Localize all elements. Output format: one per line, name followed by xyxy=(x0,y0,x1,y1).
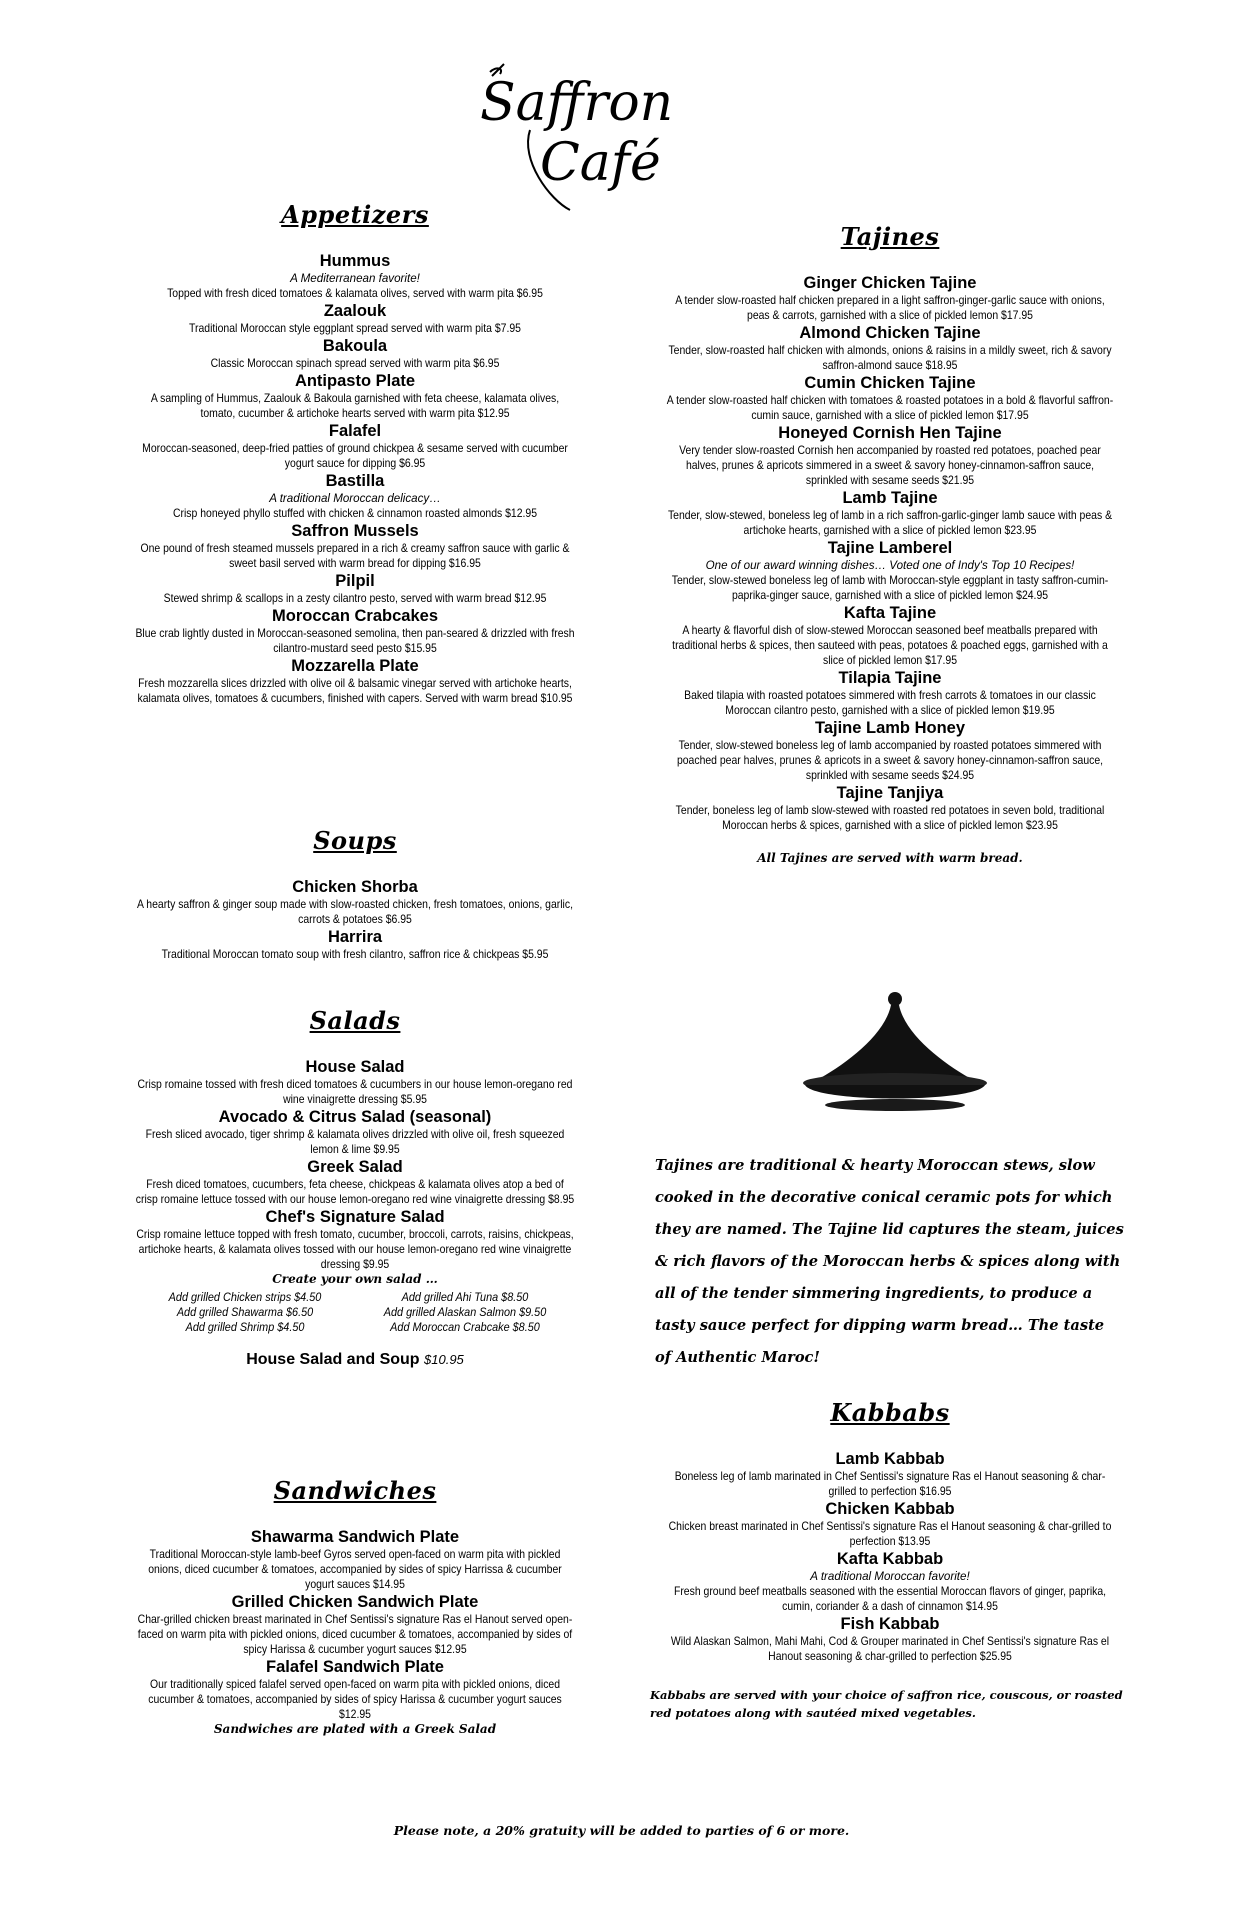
sandwiches-heading: Sandwiches xyxy=(273,1476,437,1505)
logo-line2: Café xyxy=(540,133,661,193)
menu-item: Bakoula Classic Moroccan spinach spread served with warm pita $6.95 xyxy=(210,337,500,370)
menu-item: Chicken Shorba A hearty saffron & ginger soup made with slow-roasted chicken, fresh tomatoes, onions, garlic, carrots & potatoes $6.95 xyxy=(137,878,573,926)
menu-item: Hummus A Mediterranean favorite! Topped with fresh diced tomatoes & kalamata olives, served with warm pita $6.95 xyxy=(167,252,543,300)
tajines-note: All Tajines are served with warm bread. xyxy=(757,851,1023,865)
tajines-heading: Tajines xyxy=(840,222,940,251)
soups-heading: Soups xyxy=(313,826,397,855)
addon-item: Add grilled Shrimp $4.50 xyxy=(185,1320,305,1334)
kabbabs-section xyxy=(640,1398,1140,1722)
combo-label: House Salad and Soup xyxy=(246,1351,420,1368)
menu-item: Chef's Signature Salad Crisp romaine lettuce topped with fresh tomato, cucumber, broccoli, carrots, raisins, chickpeas, artichoke hearts, & kalamata olives tossed with our house lemon-oregano red wine vinaigrette dressing $9.95 xyxy=(136,1208,574,1271)
addon-item: Add Moroccan Crabcake $8.50 xyxy=(390,1320,540,1334)
menu-item: Saffron Mussels One pound of fresh steamed mussels prepared in a rich & creamy saffron sauce with garlic & sweet basil served with warm bread for dipping $16.95 xyxy=(140,522,570,570)
menu-item: Shawarma Sandwich Plate Traditional Moroccan-style lamb-beef Gyros served open-faced on warm pita with pickled onions, diced cucumber & tomatoes, accompanied by sides of spicy Harrissa & cucumber yogurt sauces $14.95 xyxy=(148,1528,562,1591)
kabbabs-note: Kabbabs are served with your choice of saffron rice, couscous, or roasted red potatoes along with sautéed mixed vegetables. xyxy=(650,1688,1123,1720)
gratuity-footer: Please note, a 20% gratuity will be added to parties of 6 or more. xyxy=(393,1822,850,1838)
addon-item: Add grilled Chicken strips $4.50 xyxy=(168,1290,322,1304)
menu-item: Fish Kabbab Wild Alaskan Salmon, Mahi Mahi, Cod & Grouper marinated in Chef Sentissi's signature Ras el Hanout seasoning & char-grilled to perfection $25.95 xyxy=(670,1615,1110,1663)
tajine-info-paragraph: Tajines are traditional & hearty Moroccan stews, slow cooked in the decorative conical ceramic pots for which they are named. The Tajine lid captures the steam, juices & rich flavors of the Moroccan herbs & spices along with all of the tender simmering ingredients, to produce a tasty sauce perfect for dipping warm bread… The taste of Authentic Maroc! xyxy=(655,1156,1124,1366)
menu-item: Tajine Tanjiya Tender, boneless leg of lamb slow-stewed with roasted red potatoes in seven bold, traditional Moroccan herbs & spices, garnished with a slice of pickled lemon $23.95 xyxy=(675,784,1105,832)
menu-item: Honeyed Cornish Hen Tajine Very tender slow-roasted Cornish hen accompanied by roasted red potatoes, poached pear halves, prunes & apricots simmered in a sweet & savory honey-cinnamon-saffron sauce, sprinkled with sesame seeds $21.95 xyxy=(679,424,1101,487)
menu-item: Kafta Kabbab A traditional Moroccan favorite! Fresh ground beef meatballs seasoned with the essential Moroccan flavors of ginger, paprika, cumin, coriander & a dash of cinnamon $14.95 xyxy=(673,1550,1107,1613)
soups-section xyxy=(110,826,600,962)
appetizers-section xyxy=(110,200,600,706)
menu-item: House Salad Crisp romaine tossed with fresh diced tomatoes & cucumbers in our house lemon-oregano red wine vinaigrette dressing $5.95 xyxy=(137,1058,573,1106)
sandwiches-note: Sandwiches are plated with a Greek Salad xyxy=(213,1722,497,1736)
menu-item: Zaalouk Traditional Moroccan style eggplant spread served with warm pita $7.95 xyxy=(189,302,521,335)
menu-item: Lamb Kabbab Boneless leg of lamb marinated in Chef Sentissi's signature Ras el Hanout seasoning & char-grilled to perfection $16.95 xyxy=(674,1450,1106,1498)
menu-item: Moroccan Crabcakes Blue crab lightly dusted in Moroccan-seasoned semolina, then pan-seared & drizzled with fresh cilantro-mustard seed pesto $15.95 xyxy=(135,607,575,655)
appetizers-heading: Appetizers xyxy=(281,200,429,229)
sandwiches-section xyxy=(110,1476,600,1736)
tajines-section xyxy=(640,222,1140,865)
salad-addons xyxy=(135,1290,575,1335)
menu-item: Cumin Chicken Tajine A tender slow-roasted half chicken with tomatoes & roasted potatoes in a bold & flavorful saffron-cumin sauce, garnished with a slice of pickled lemon $17.95 xyxy=(666,374,1114,422)
salad-soup-combo xyxy=(110,1351,600,1369)
menu-item: Tajine Lamb Honey Tender, slow-stewed boneless leg of lamb accompanied by roasted potatoes simmered with poached pear halves, prunes & apricots in a sweet & savory honey-cinnamon-saffron sauce, sprinkled with sesame seeds $24.95 xyxy=(676,719,1104,782)
menu-item: Lamb Tajine Tender, slow-stewed, boneless leg of lamb in a rich saffron-garlic-ginger lamb sauce with peas & artichoke hearts, garnished with a slice of pickled lemon $23.95 xyxy=(667,489,1113,537)
menu-item: Greek Salad Fresh diced tomatoes, cucumbers, feta cheese, chickpeas & kalamata olives atop a bed of crisp romaine lettuce tossed with our house lemon-oregano red wine vinaigrette dressing $8.95 xyxy=(135,1158,575,1206)
menu-item: Antipasto Plate A sampling of Hummus, Zaalouk & Bakoula garnished with feta cheese, kalamata olives, tomato, cucumber & artichoke hearts served with warm pita $12.95 xyxy=(150,372,560,420)
salads-section xyxy=(110,1006,600,1369)
menu-item: Falafel Sandwich Plate Our traditionally spiced falafel served open-faced on warm pita with pickled onions, diced cucumber & tomatoes, accompanied by sides of spicy Harissa & cucumber yogurt sauces $12.95 xyxy=(148,1658,562,1721)
menu-item: Bastilla A traditional Moroccan delicacy… Crisp honeyed phyllo stuffed with chicken & cinnamon roasted almonds $12.95 xyxy=(172,472,538,520)
menu-item: Avocado & Citrus Salad (seasonal) Fresh sliced avocado, tiger shrimp & kalamata olives drizzled with olive oil, fresh squeezed lemon & lime $9.95 xyxy=(145,1108,565,1156)
menu-item: Ginger Chicken Tajine A tender slow-roasted half chicken prepared in a light saffron-ginger-garlic sauce with onions, peas & carrots, garnished with a slice of pickled lemon $17.95 xyxy=(675,274,1105,322)
create-salad-note: Create your own salad … xyxy=(272,1272,438,1286)
salads-heading: Salads xyxy=(309,1006,401,1035)
addon-item: Add grilled Ahi Tuna $8.50 xyxy=(401,1290,529,1304)
tajine-pot-image xyxy=(775,985,1015,1115)
addon-item: Add grilled Alaskan Salmon $9.50 xyxy=(383,1305,547,1319)
menu-item: Chicken Kabbab Chicken breast marinated in Chef Sentissi's signature Ras el Hanout seasoning & char-grilled to perfection $13.95 xyxy=(668,1500,1112,1548)
combo-price: $10.95 xyxy=(424,1352,464,1367)
menu-item: Harrira Traditional Moroccan tomato soup with fresh cilantro, saffron rice & chickpeas $5.95 xyxy=(161,928,549,961)
menu-item: Grilled Chicken Sandwich Plate Char-grilled chicken breast marinated in Chef Sentissi's signature Ras el Hanout served open-faced on warm pita with pickled onions, diced cucumber & tomatoes, accompanied by sides of spicy Harissa & cucumber yogurt sauces $12.95 xyxy=(137,1593,573,1656)
menu-item: Tilapia Tajine Baked tilapia with roasted potatoes simmered with fresh carrots & tomatoes in our classic Moroccan cilantro pesto, garnished with a slice of pickled lemon $19.95 xyxy=(684,669,1096,717)
menu-item: Mozzarella Plate Fresh mozzarella slices drizzled with olive oil & balsamic vinegar served with artichoke hearts, kalamata olives, tomatoes & cucumbers, finished with capers. Served with warm bread $10.95 xyxy=(137,657,573,705)
menu-item: Kafta Tajine A hearty & flavorful dish of slow-stewed Moroccan seasoned beef meatballs prepared with traditional herbs & spices, then sauteed with peas, potatoes & poached eggs, garnished with a slice of pickled lemon $17.95 xyxy=(672,604,1108,667)
saffron-cafe-logo xyxy=(470,60,720,220)
addon-item: Add grilled Shawarma $6.50 xyxy=(176,1305,314,1319)
logo-line1: Saffron xyxy=(480,73,674,133)
menu-item: Pilpil Stewed shrimp & scallops in a zesty cilantro pesto, served with warm bread $12.95 xyxy=(163,572,547,605)
menu-item: Tajine Lamberel One of our award winning dishes… Voted one of Indy's Top 10 Recipes! Tender, slow-stewed boneless leg of lamb with Moroccan-style eggplant in tasty saffron-cumin-paprika-ginger sauce, garnished with a slice of pickled lemon $24.95 xyxy=(671,539,1109,602)
kabbabs-heading: Kabbabs xyxy=(830,1398,950,1427)
menu-item: Falafel Moroccan-seasoned, deep-fried patties of ground chickpea & sesame served with cucumber yogurt sauce for dipping $6.95 xyxy=(142,422,568,470)
menu-item: Almond Chicken Tajine Tender, slow-roasted half chicken with almonds, onions & raisins in a mildly sweet, rich & savory saffron-almond sauce $18.95 xyxy=(668,324,1112,372)
